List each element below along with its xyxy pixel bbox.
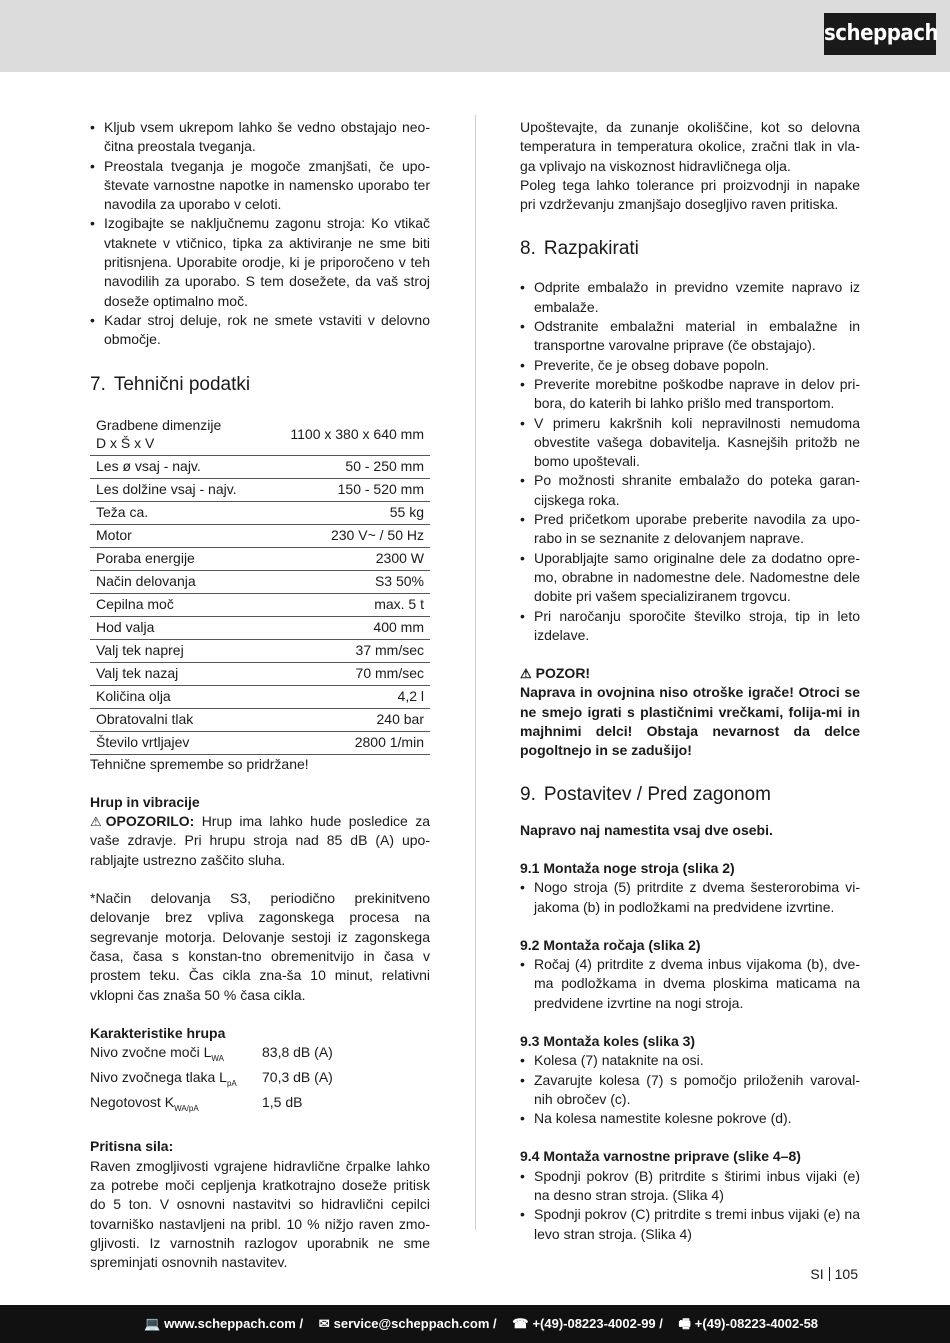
table-row <box>90 413 430 456</box>
spec-label: Cepilna moč <box>90 593 264 616</box>
spec-value: 1100 x 380 x 640 mm <box>264 413 430 456</box>
pressure-heading: Pritisna sila: <box>90 1138 174 1155</box>
spec-label: Število vrtljajev <box>90 731 264 754</box>
table-row <box>90 639 430 662</box>
list-item: • Preostala tveganja je mogoče zmanjšati, če upo-števate varnostne napotke in namensko uporabo ter navodila za uporabo v celoti. <box>90 157 430 215</box>
column-divider <box>475 115 476 1230</box>
spec-value: S3 50% <box>264 570 430 593</box>
noise-section <box>90 793 430 870</box>
list-item: • Kljub vsem ukrepom lahko še vedno obstajajo neo-čitna preostala tveganja. <box>90 118 430 157</box>
subsection-list <box>520 878 860 917</box>
website-link[interactable]: www.scheppach.com <box>164 1316 296 1331</box>
mode-note: *Način delovanja S3, periodično prekinitveno delovanje brez vpliva zagonskega procesa na segrevanje motorja. Delovanje sestoji iz zagonskega časa, časa s konstan-tno obremenitvijo in časa v prostem teku. Čas cikla zna-ša 10 minut, relativni vklopni čas znaša 50 % časa cikla. <box>90 890 430 1003</box>
list-item: • Spodnji pokrov (B) pritrdite s štirimi inbus vijaki (e) na desno stran stroja. (Slika 4) <box>520 1167 860 1206</box>
list-item: • Odprite embalažo in previdno vzemite napravo iz embalaže. <box>520 278 860 317</box>
spec-label: Teža ca. <box>90 501 264 524</box>
subsection-heading: 9.3 Montaža koles (slika 3) <box>520 1032 696 1049</box>
noise-value: 70,3 dB (A) <box>262 1069 333 1086</box>
spec-value: 50 - 250 mm <box>264 455 430 478</box>
list-item: • Pred pričetkom uporabe preberite navodila za upo-rabo in se seznanite z delovanjem naprave. <box>520 510 860 549</box>
spec-label: Valj tek naprej <box>90 639 264 662</box>
footer-bar: 💻 www.scheppach.com / ✉ service@scheppach.com / ☎ +(49)-08223-4002-99 / 🖷 +(49)-08223-4002-58 <box>0 1305 950 1343</box>
left-column <box>90 118 430 1272</box>
section-heading-7: 7. Tehnični podatki <box>90 373 251 395</box>
spec-label: Valj tek nazaj <box>90 662 264 685</box>
table-note: Tehnične spremembe so pridržane! <box>90 755 309 772</box>
unpacking-list <box>520 278 860 645</box>
table-row <box>90 616 430 639</box>
table-row <box>90 524 430 547</box>
residual-risk-list <box>90 118 430 350</box>
table-row <box>90 662 430 685</box>
warning-icon: ⚠ <box>520 666 532 682</box>
page-number: SI 105 <box>810 1266 858 1282</box>
pressure-text: Raven zmogljivosti vgrajene hidravlične črpalke lahko za potrebe moči cepljenja kratkotrajno doseže pritisk do 5 ton. V osnovni nastavitvi so hidravlični cepilci tovarniško nastavljeni na pribl. 10 % nižjo raven zmo-gljivosti. Iz varnostnih razlogov uporabnik ne sme spreminjati osnovnih nastavitev. <box>90 1157 430 1271</box>
viscosity-note: Upoštevajte, da zunanje okoliščine, kot so delovna temperatura in temperatura okolice, zračni tlak in vla-ga vplivajo na viskoznost hidravličnega olja. Poleg tega lahko tolerance pri proizvodnji in napake pri vzdrževanju zmanjšajo dosegljivo raven pritiska. <box>520 119 860 213</box>
spec-value: 400 mm <box>264 616 430 639</box>
spec-value: 150 - 520 mm <box>264 478 430 501</box>
list-item: • Spodnji pokrov (C) pritrdite s tremi inbus vijaki (e) na levo stran stroja. (Slika 4) <box>520 1205 860 1244</box>
list-item: • Preverite, če je obseg dobave popoln. <box>520 356 860 375</box>
computer-icon: 💻 <box>143 1316 161 1331</box>
spec-label: Poraba energije <box>90 547 264 570</box>
noise-warning: ⚠ OPOZORILO: Hrup ima lahko hude posledice za vaše zdravje. Pri hrupu stroja nad 85 dB (A) upo-rabljajte ustrezno zaščito sluha. <box>90 813 430 868</box>
assembly-subsection <box>520 859 860 917</box>
noise-characteristics-heading: Karakteristike hrupa <box>90 1024 226 1041</box>
table-row <box>90 547 430 570</box>
tech-data-table <box>90 413 430 755</box>
phone-number: +(49)-08223-4002-99 <box>532 1316 656 1331</box>
table-row <box>90 708 430 731</box>
spec-label: Les dolžine vsaj - najv. <box>90 478 264 501</box>
spec-label: Motor <box>90 524 264 547</box>
spec-value: 4,2 l <box>264 685 430 708</box>
list-item: • Po možnosti shranite embalažo do poteka garan-cijskega roka. <box>520 471 860 510</box>
subsection-list <box>520 955 860 1013</box>
email-icon: ✉ <box>318 1316 330 1331</box>
subsection-list <box>520 1051 860 1128</box>
caution-text: Naprava in ovojnina niso otroške igrače! Otroci se ne smejo igrati s plastičnimi vrečkami, folija-mi in majhnimi delci! Obstaja nevarnost da delce pogoltnejo in se zadušijo! <box>520 684 860 759</box>
noise-label: Nivo zvočne moči $L_{WA}$ <box>90 1044 224 1063</box>
noise-heading: Hrup in vibracije <box>90 793 200 810</box>
spec-value: 70 mm/sec <box>264 662 430 685</box>
spec-label: Les ø vsaj - najv. <box>90 455 264 478</box>
list-item: • Pri naročanju sporočite številko stroja, tip in leto izdelave. <box>520 607 860 646</box>
spec-value: 230 V~ / 50 Hz <box>264 524 430 547</box>
table-row <box>90 593 430 616</box>
table-row <box>90 478 430 501</box>
list-item: • Nogo stroja (5) pritrdite z dvema šesterorobima vi-jakoma (b) in podložkami na predvidene izvrtine. <box>520 878 860 917</box>
table-row <box>90 570 430 593</box>
table-row <box>90 685 430 708</box>
noise-characteristics <box>90 1024 430 1119</box>
noise-label: Negotovost $K_{WA/pA}$ <box>90 1094 199 1114</box>
spec-label: Hod valja <box>90 616 264 639</box>
noise-value: 1,5 dB <box>262 1094 303 1111</box>
assembly-subsection <box>520 1032 860 1128</box>
spec-value: 240 bar <box>264 708 430 731</box>
list-item: • Izogibajte se naključnemu zagonu stroja: Ko vtikač vtaknete v vtičnico, tipka za aktiviranje ne sme biti pritisnjena. Uporabite orodje, ki je priporočeno v teh navodilih za uporabo. S tem dosežete, da vaš stroj doseže optimalno moč. <box>90 214 430 310</box>
spec-label: Obratovalni tlak <box>90 708 264 731</box>
list-item: • Zavarujte kolesa (7) s pomočjo priloženih varoval-nih obročev (c). <box>520 1071 860 1110</box>
spec-value: max. 5 t <box>264 593 430 616</box>
assembly-subsections <box>520 859 860 1244</box>
right-column <box>520 118 860 1244</box>
subsection-heading: 9.4 Montaža varnostne priprave (slike 4–8) <box>520 1148 801 1165</box>
spec-value: 55 kg <box>264 501 430 524</box>
warning-icon: ⚠ <box>90 814 102 830</box>
list-item: • Kolesa (7) nataknite na osi. <box>520 1051 860 1070</box>
list-item: • Odstranite embalažni material in embalažne in transportne varovalne priprave (če obstajajo). <box>520 317 860 356</box>
list-item: • Preverite morebitne poškodbe naprave in delov pri-bora, do katerih bi lahko prišlo med transportom. <box>520 375 860 414</box>
subsection-list <box>520 1167 860 1244</box>
table-row <box>90 501 430 524</box>
table-row <box>90 731 430 754</box>
list-item: • Ročaj (4) pritrdite z dvema inbus vijakoma (b), dve-ma podložkama in dvema ploskima maticama na predvidene izvrtine na nogi stroja. <box>520 955 860 1013</box>
assembly-subsection <box>520 1147 860 1243</box>
spec-label: Gradbene dimenzije D x Š x V <box>90 413 264 456</box>
caution-box: ⚠ POZOR! Naprava in ovojnina niso otroške igrače! Otroci se ne smejo igrati s plastičnimi vrečkami, folija-mi in majhnimi delci! Obstaja nevarnost da delce pogoltnejo in se zadušijo! <box>520 664 860 760</box>
header-bar <box>0 0 950 72</box>
list-item: • Kadar stroj deluje, rok ne smete vstaviti v delovno območje. <box>90 311 430 350</box>
noise-label: Nivo zvočnega tlaka $L_{pA}$ <box>90 1069 237 1089</box>
section-heading-9: 9. Postavitev / Pred zagonom <box>520 783 771 805</box>
noise-value: 83,8 dB (A) <box>262 1044 333 1061</box>
spec-label: Količina olja <box>90 685 264 708</box>
list-item: • V primeru kakršnih koli nepravilnosti nemudoma obvestite vašega dobavitelja. Kasnejših pritožb ne bomo upoštevali. <box>520 414 860 472</box>
subsection-heading: 9.1 Montaža noge stroja (slika 2) <box>520 859 735 876</box>
section-heading-8: 8. Razpakirati <box>520 238 639 260</box>
fax-icon: 🖷 <box>678 1316 691 1331</box>
spec-label: Način delovanja <box>90 570 264 593</box>
email-link[interactable]: service@scheppach.com <box>333 1316 490 1331</box>
assembly-subsection <box>520 936 860 1013</box>
list-item: • Uporabljajte samo originalne dele za dodatno opre-mo, obrabne in nadomestne dele. Nadomestne dele dobite pri vašem specializiranem trgovcu. <box>520 549 860 607</box>
spec-value: 2800 1/min <box>264 731 430 754</box>
phone-icon: ☎ <box>512 1316 529 1331</box>
scheppach-logo: scheppach <box>824 13 936 55</box>
section-9-lead: Napravo naj namestita vsaj dve osebi. <box>520 821 773 838</box>
spec-value: 2300 W <box>264 547 430 570</box>
table-row <box>90 455 430 478</box>
spec-value: 37 mm/sec <box>264 639 430 662</box>
fax-number: +(49)-08223-4002-58 <box>694 1316 819 1331</box>
pressure-section <box>90 1137 430 1272</box>
list-item: • Na kolesa namestite kolesne pokrove (d). <box>520 1109 860 1128</box>
subsection-heading: 9.2 Montaža ročaja (slika 2) <box>520 936 701 953</box>
